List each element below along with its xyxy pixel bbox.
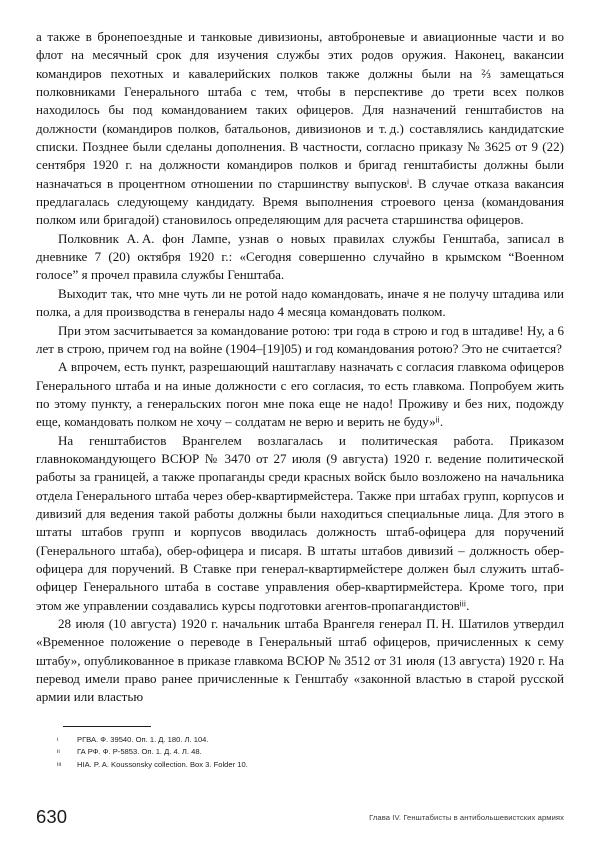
page-footer: [36, 806, 564, 832]
footnote-item-text: HIA. P. A. Koussonsky collection. Box 3. Folder 10.: [77, 759, 248, 769]
footnote-marker-2[interactable]: ii: [435, 415, 440, 425]
footnote-separator-rule: [63, 726, 151, 727]
footnote-item: [36, 746, 564, 758]
paragraph-5: [36, 358, 564, 431]
paragraph-6: [36, 432, 564, 615]
footnote-marker-1[interactable]: i: [407, 177, 410, 187]
paragraph-4-text: При этом засчитывается за командование ротою: три года в строю и год в штадиве! Ну, а 6 лет в строю, причем год на войне (1904–[19]05) и год командования ротою? Это не считается?: [36, 322, 564, 356]
body-text-column: [36, 28, 564, 707]
paragraph-6-text: На генштабистов Врангелем возлагалась и политическая работа. Приказом главнокомандующего ВСЮР № 3470 от 27 июля (9 августа) 1920 г. ведение политической работы за границей, а также пропаганды среди красных войск было возложено на начальника отдела Генерального штаба через обер-квартирмейстера. Также при штабах групп, корпусов и дивизий для ведения такой работы должны были находиться специальные лица. Для этого в штаты штабов групп и корпусов вводилась должность штаб-офицера для поручений (Генерального штаба), обер-офицера и писаря. В штаты штабов дивизий – должность обер-офицера для поручений. В Ставке при генерал-квартирмейстере должен был служить штаб-офицер Генерального штаба в составе управления обер-квартирмейстера. Кроме того, при этом же управлении создавались курсы подготовки агентов-пропагандистов: [36, 432, 564, 613]
paragraph-2-text: Полковник А. А. фон Лампе, узнав о новых правилах службы Генштаба, записал в дневнике 7 (20) октября 1920 г.: «Сегодня совершенно случайно в крымском “Военном голосе” я прочел правила службы Генштаба.: [36, 230, 564, 283]
footnote-block: [36, 726, 564, 771]
paragraph-2: [36, 230, 564, 285]
page-number: 630: [36, 806, 68, 827]
footnote-item-marker: i: [57, 737, 59, 743]
paragraph-5-text-after: .: [439, 414, 444, 430]
footnote-item-text: РГВА. Ф. 39540. Оп. 1. Д. 180. Л. 104.: [77, 735, 209, 744]
footnote-item-text: ГА РФ. Ф. Р-5853. Оп. 1. Д. 4. Л. 48.: [77, 747, 202, 757]
paragraph-1: [36, 28, 564, 230]
paragraph-5-text: А впрочем, есть пункт, разрешающий наштаглаву назначать с согласия главкома офицеров Генерального штаба и на иные должности с его согласия, то есть главкома. Попробуем жить по этому пункту, а генеральских погон мне пока еще не надо! Проживу и без них, подожду еще, командовать полком не хочу – солдатам не верю и верить не буду»: [36, 359, 564, 430]
paragraph-3: [36, 285, 564, 322]
paragraph-7: [36, 615, 564, 707]
footnote-marker-3[interactable]: iii: [459, 599, 467, 609]
paragraph-7-text: 28 июля (10 августа) 1920 г. начальник штаба Врангеля генерал П. Н. Шатилов утвердил «Временное положение о переводе в Генеральный штаб офицеров, причисленных к сему штабу», опубликованное в приказе главкома ВСЮР № 3512 от 31 июля (13 августа) 1920 г. На перевод имели право ранее причисленные к Генштабу «законной властью в старой русской армии или властью: [36, 616, 564, 705]
paragraph-1-text: а также в бронепоездные и танковые дивизионы, автоброневые и авиационные части и во флот на месячный срок для изучения службы этих родов оружия. Наконец, вакансии командиров пехотных и кавалерийских полков также должны были на ⅔ замещаться полковниками Генерального штаба с тем, чтобы в перспективе до трети всех полков находилось бы под командованием таких офицеров. Для назначений генштабистов на должности (командиров полков, батальонов, дивизионов и т. д.) составлялись кандидатские списки. Позднее были сделаны дополнения. В частности, согласно приказу № 3625 от 9 (22) сентября 1920 г. на должности командиров полков и бригад генштабисты должны были назначаться в процентном отношении по старшинству выпусков: [36, 29, 564, 191]
paragraph-1-text-after: . В случае отказа вакансия предлагалась следующему кандидату. Время выполнения строевого ценза (командования полком или бригадой) становилось определяющим для расчета старшинства офицеров.: [36, 175, 564, 228]
footnote-item-marker: ii: [57, 749, 61, 756]
paragraph-3-text: Выходит так, что мне чуть ли не ротой надо командовать, иначе я не получу штадива или полка, а для производства в генералы надо 4 месяца командовать полком.: [36, 285, 564, 320]
paragraph-4: [36, 322, 564, 359]
footnote-item: [36, 734, 564, 746]
footnote-item-marker: iii: [57, 761, 62, 768]
footnote-item: [36, 759, 564, 771]
running-head-chapter-title: Глава IV. Генштабисты в антибольшевистских армиях: [369, 813, 564, 822]
paragraph-6-text-after: .: [466, 597, 470, 613]
